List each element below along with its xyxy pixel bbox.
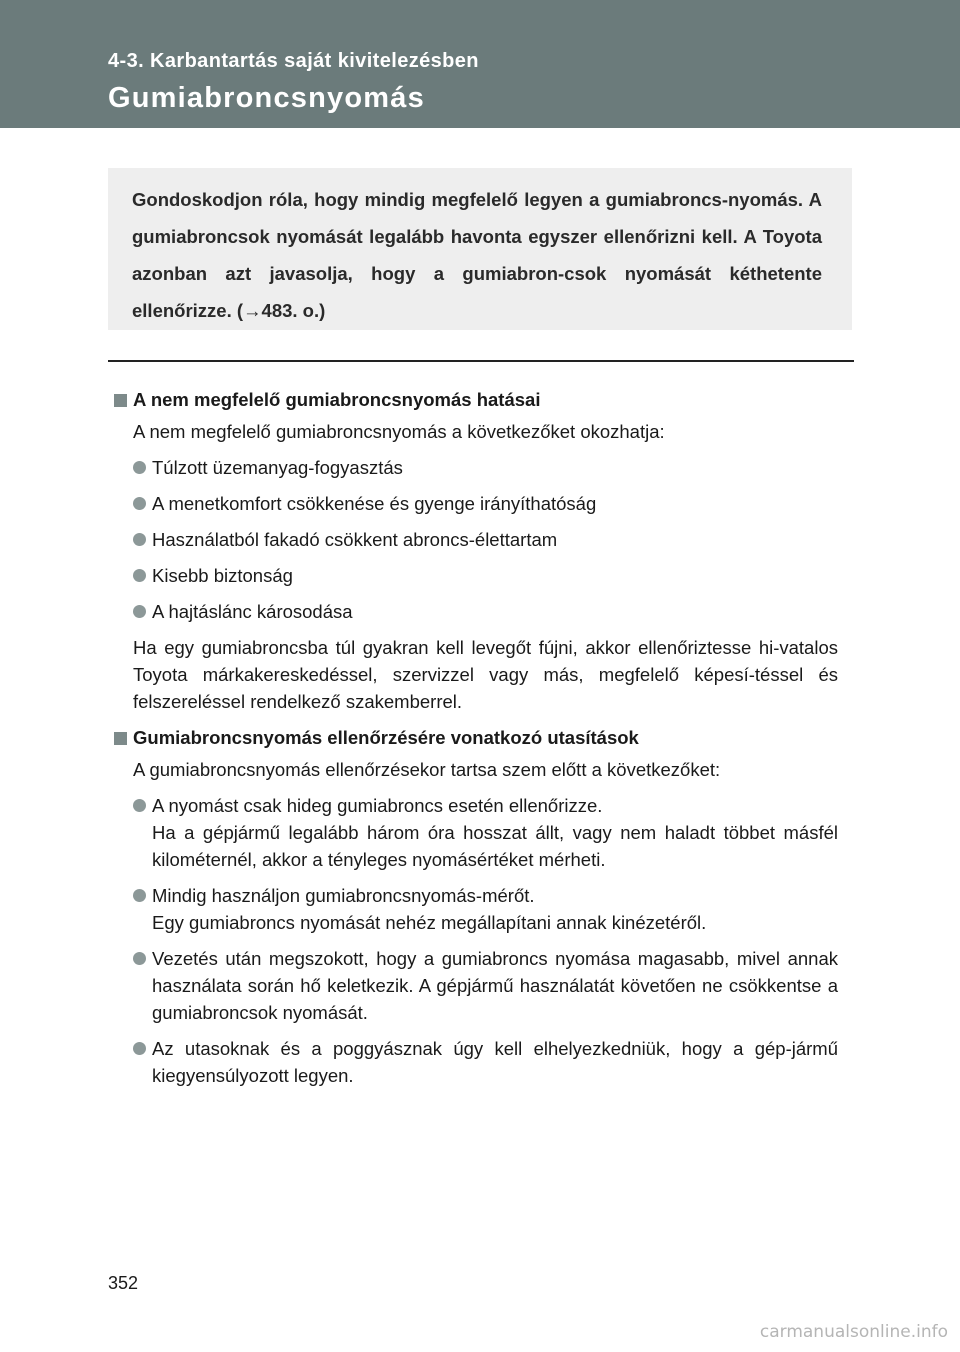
list-item: Túlzott üzemanyag-fogyasztás: [108, 454, 838, 481]
list-item: [108, 882, 838, 936]
round-bullet-icon: [133, 952, 146, 965]
round-bullet-icon: [133, 889, 146, 902]
list-item: Kisebb biztonság: [108, 562, 838, 589]
round-bullet-icon: [133, 497, 146, 510]
section-lead: A nem megfelelő gumiabroncsnyomás a következőket okozhatja:: [133, 421, 665, 442]
page-title: Gumiabroncsnyomás: [108, 82, 425, 114]
page-number: 352: [108, 1273, 139, 1293]
round-bullet-icon: [133, 1042, 146, 1055]
section-heading-instructions: [108, 720, 838, 756]
list-item: [108, 792, 838, 873]
list-item-detail: Ha a gépjármű legalább három óra hosszat állt, vagy nem haladt többet másfél kilométernél, akkor a tényleges nyomásértéket mérheti.: [152, 822, 838, 870]
section-heading-text: A nem megfelelő gumiabroncsnyomás hatásai: [133, 389, 541, 410]
intro-box: [108, 168, 852, 330]
section-heading-text: Gumiabroncsnyomás ellenőrzésére vonatkozó utasítások: [133, 727, 639, 748]
divider: [108, 360, 854, 362]
square-bullet-icon: [114, 732, 127, 745]
list-item: A hajtáslánc károsodása: [108, 598, 838, 625]
list-item: [108, 945, 838, 1026]
list-item: Használatból fakadó csökkent abroncs-élettartam: [108, 526, 838, 553]
round-bullet-icon: [133, 569, 146, 582]
round-bullet-icon: [133, 461, 146, 474]
round-bullet-icon: [133, 533, 146, 546]
list-item: A menetkomfort csökkenése és gyenge irányíthatóság: [108, 490, 838, 517]
list-item-main: Vezetés után megszokott, hogy a gumiabroncs nyomása magasabb, mivel annak használata során hő keletkezik. A gépjármű használatát követően ne csökkentse a gumiabroncsok nyomását.: [152, 948, 838, 1023]
list-item: [108, 1035, 838, 1089]
round-bullet-icon: [133, 799, 146, 812]
square-bullet-icon: [114, 394, 127, 407]
list-item-main: A nyomást csak hideg gumiabroncs esetén ellenőrizze.: [152, 795, 603, 816]
section-note: Ha egy gumiabroncsba túl gyakran kell levegőt fújni, akkor ellenőriztesse hi-vatalos Toyota márkakereskedéssel, szervizzel vagy más, megfelelő képesí-téssel és felszereléssel rendelkező szakemberrel.: [133, 637, 838, 712]
list-item-main: Mindig használjon gumiabroncsnyomás-mérőt.: [152, 885, 535, 906]
section-lead: A gumiabroncsnyomás ellenőrzésekor tartsa szem előtt a következőket:: [133, 759, 721, 780]
main-content: [108, 382, 838, 1098]
section-label: 4-3. Karbantartás saját kivitelezésben: [108, 50, 479, 72]
section-heading-effects: [108, 382, 838, 418]
round-bullet-icon: [133, 605, 146, 618]
list-item-detail: Egy gumiabroncs nyomását nehéz megállapítani annak kinézetéről.: [152, 912, 707, 933]
watermark: carmanualsonline.info: [759, 1322, 948, 1342]
intro-text: Gondoskodjon róla, hogy mindig megfelelő legyen a gumiabroncs-nyomás. A gumiabroncsok nyomását legalább havonta egyszer ellenőrizni kell. A Toyota azonban azt javasolja, hogy a gumiabron-csok nyomását kéthetente ellenőrizze. (→483. o.): [132, 189, 822, 321]
page-header: [0, 0, 960, 128]
list-item-main: Az utasoknak és a poggyásznak úgy kell elhelyezkedniük, hogy a gép-jármű kiegyensúlyozott legyen.: [152, 1038, 838, 1086]
